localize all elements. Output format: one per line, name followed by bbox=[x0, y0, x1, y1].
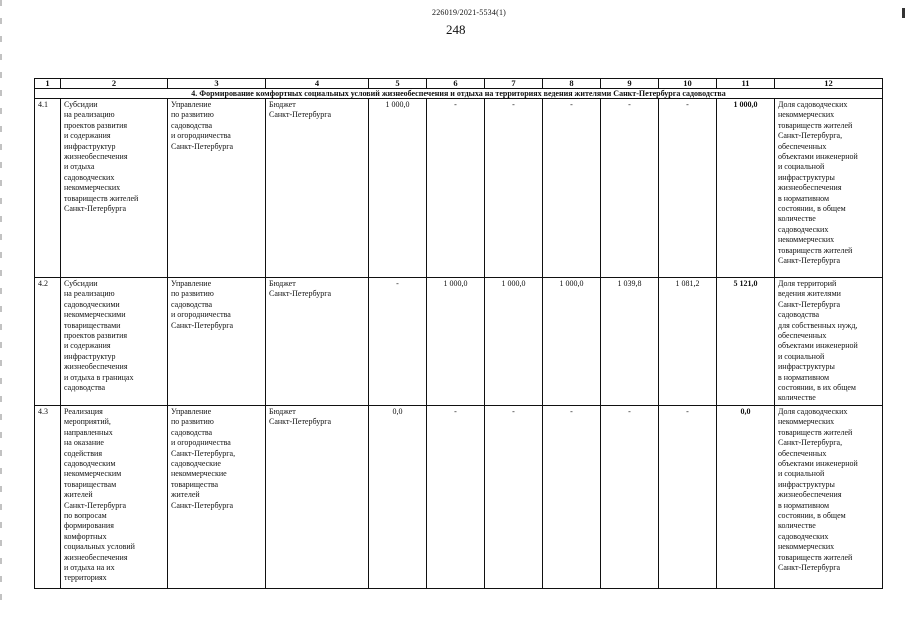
column-number-row bbox=[35, 79, 883, 89]
section-row bbox=[35, 89, 883, 99]
total-cell: 0,0 bbox=[717, 405, 775, 588]
value-cell: 1 000,0 bbox=[543, 278, 601, 406]
value-cell: - bbox=[659, 99, 717, 278]
value-cell: 1 039,8 bbox=[601, 278, 659, 406]
value-cell: - bbox=[659, 405, 717, 588]
column-header: 11 bbox=[717, 79, 775, 89]
result-indicator: Доля садоводческих некоммерческих товариществ жителей Санкт-Петербурга, обеспеченных объектами инженерной и социальной инфраструктуры жизнеобеспечения в нормативном состоянии, в общем количестве садоводческих некоммерческих товариществ жителей Санкт-Петербурга bbox=[775, 405, 883, 588]
result-indicator: Доля садоводческих некоммерческих товариществ жителей Санкт-Петербурга, обеспеченных объектами инженерной и социальной инфраструктуры жизнеобеспечения в нормативном состоянии, в общем количестве садоводческих некоммерческих товариществ жителей Санкт-Петербурга bbox=[775, 99, 883, 278]
column-header: 12 bbox=[775, 79, 883, 89]
row-number: 4.1 bbox=[35, 99, 61, 278]
value-cell: - bbox=[427, 405, 485, 588]
column-header: 10 bbox=[659, 79, 717, 89]
value-cell: - bbox=[485, 405, 543, 588]
column-header: 2 bbox=[61, 79, 168, 89]
row-number: 4.2 bbox=[35, 278, 61, 406]
measure-name: Субсидии на реализацию садоводческими некоммерческими товариществами проектов развития и содержания инфраструктур жизнеобеспечения и отдыха в границах садоводства bbox=[61, 278, 168, 406]
value-cell: - bbox=[369, 278, 427, 406]
executor: Управление по развитию садоводства и огородничества Санкт-Петербурга bbox=[168, 99, 266, 278]
value-cell: 1 000,0 bbox=[427, 278, 485, 406]
column-header: 4 bbox=[266, 79, 369, 89]
row-number: 4.3 bbox=[35, 405, 61, 588]
total-cell: 1 000,0 bbox=[717, 99, 775, 278]
total-cell: 5 121,0 bbox=[717, 278, 775, 406]
section-title: 4. Формирование комфортных социальных условий жизнеобеспечения и отдыха на территориях ведения жителями Санкт-Петербурга садоводства bbox=[35, 89, 883, 99]
measure-name: Реализация мероприятий, направленных на оказание содействия садоводческим некоммерческим товариществам жителей Санкт-Петербурга по вопросам формирования комфортных социальных условий жизнеобеспечения и отдыха на их территориях bbox=[61, 405, 168, 588]
column-header: 1 bbox=[35, 79, 61, 89]
document-id: 226019/2021-5534(1) bbox=[432, 8, 507, 17]
result-indicator: Доля территорий ведения жителями Санкт-Петербурга садоводства для собственных нужд, обеспеченных объектами инженерной и социальной инфраструктуры в нормативном состоянии, в их общем количестве bbox=[775, 278, 883, 406]
measure-name: Субсидии на реализацию проектов развития и содержания инфраструктур жизнеобеспечения и отдыха садоводческих некоммерческих товариществ жителей Санкт-Петербурга bbox=[61, 99, 168, 278]
value-cell: 1 000,0 bbox=[485, 278, 543, 406]
table-row bbox=[35, 278, 883, 406]
column-header: 8 bbox=[543, 79, 601, 89]
column-header: 7 bbox=[485, 79, 543, 89]
table-row bbox=[35, 405, 883, 588]
value-cell: - bbox=[427, 99, 485, 278]
value-cell: - bbox=[543, 99, 601, 278]
funding-source: Бюджет Санкт-Петербурга bbox=[266, 99, 369, 278]
funding-source: Бюджет Санкт-Петербурга bbox=[266, 278, 369, 406]
executor: Управление по развитию садоводства и огородничества Санкт-Петербурга bbox=[168, 278, 266, 406]
column-header: 9 bbox=[601, 79, 659, 89]
value-cell: - bbox=[601, 405, 659, 588]
value-cell: - bbox=[543, 405, 601, 588]
value-cell: 0,0 bbox=[369, 405, 427, 588]
table-row bbox=[35, 99, 883, 278]
value-cell: 1 000,0 bbox=[369, 99, 427, 278]
value-cell: 1 081,2 bbox=[659, 278, 717, 406]
scan-edge-mark bbox=[0, 0, 2, 600]
funding-source: Бюджет Санкт-Петербурга bbox=[266, 405, 369, 588]
column-header: 5 bbox=[369, 79, 427, 89]
executor: Управление по развитию садоводства и огородничества Санкт-Петербурга, садоводческие некоммерческие товарищества жителей Санкт-Петербурга bbox=[168, 405, 266, 588]
column-header: 3 bbox=[168, 79, 266, 89]
column-header: 6 bbox=[427, 79, 485, 89]
value-cell: - bbox=[485, 99, 543, 278]
value-cell: - bbox=[601, 99, 659, 278]
program-table bbox=[34, 78, 883, 589]
page-number: 248 bbox=[446, 22, 466, 37]
